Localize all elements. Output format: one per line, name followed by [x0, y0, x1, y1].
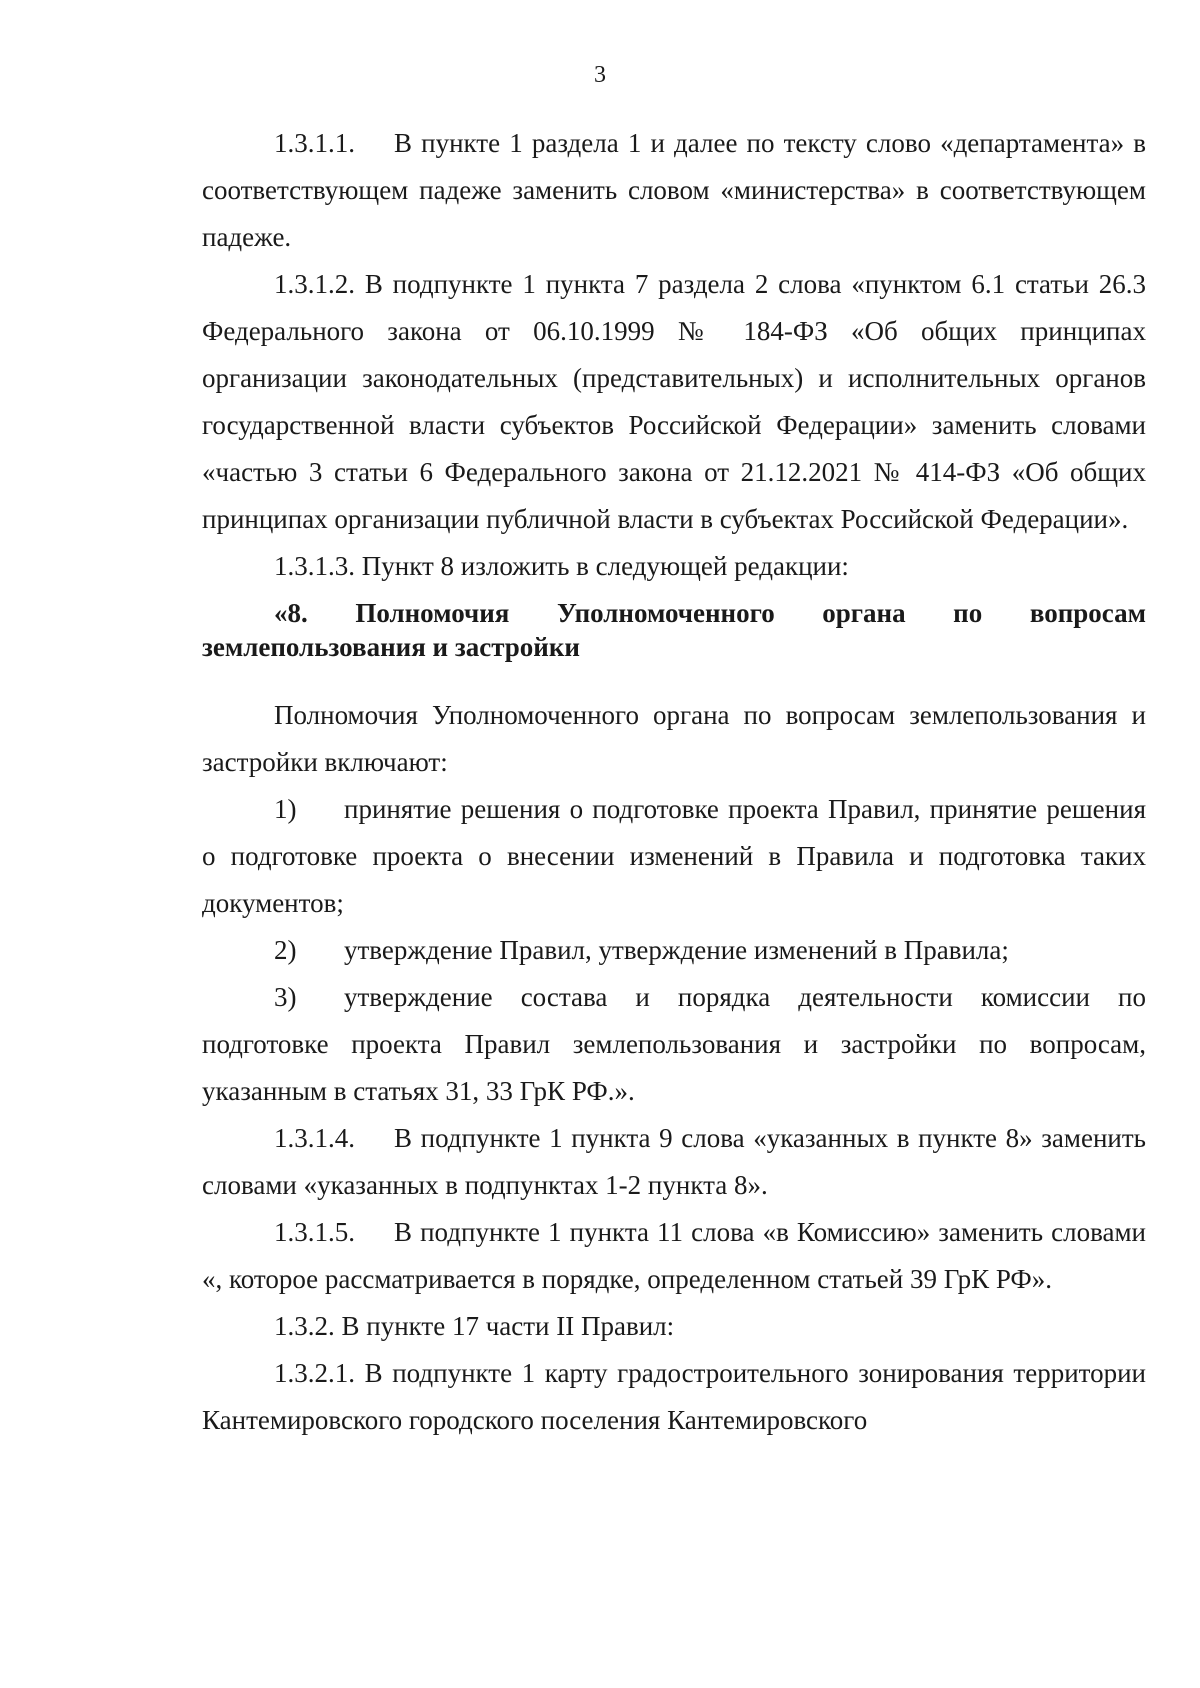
paragraph-1-3-2-1: 1.3.2.1. В подпункте 1 карту градостроительного зонирования территории Кантемировского городского поселения Кантемировского	[202, 1358, 1146, 1435]
list-item-3	[202, 974, 1146, 1115]
page-number: 3	[594, 62, 606, 88]
list-item-2	[202, 927, 1146, 974]
paragraph-powers-intro: Полномочия Уполномоченного органа по вопросам землепользования и застройки включают:	[202, 700, 1146, 777]
clause-number: 1.3.1.4.	[274, 1123, 355, 1153]
list-text: утверждение состава и порядка деятельности комиссии по подготовке проекта Правил землепользования и застройки по вопросам, указанным в статьях 31, 33 ГрК РФ.».	[202, 982, 1146, 1106]
list-item-1	[202, 786, 1146, 927]
list-number: 3)	[274, 982, 297, 1012]
list-text: утверждение Правил, утверждение изменений в Правила;	[344, 935, 1009, 965]
list-text: принятие решения о подготовке проекта Правил, принятие решения о подготовке проекта о внесении изменений в Правила и подготовка таких документов;	[202, 794, 1146, 918]
paragraph-1-3-1-1	[202, 120, 1146, 261]
list-number: 2)	[274, 935, 297, 965]
paragraph-1-3-1-3: 1.3.1.3. Пункт 8 изложить в следующей редакции:	[274, 551, 849, 581]
list-number: 1)	[274, 794, 297, 824]
document-body	[202, 120, 1146, 1444]
paragraph-1-3-1-5	[202, 1209, 1146, 1303]
paragraph-text: В подпункте 1 пункта 9 слова «указанных в пункте 8» заменить словами «указанных в подпунктах 1-2 пункта 8».	[202, 1123, 1146, 1200]
clause-number: 1.3.1.1.	[274, 128, 355, 158]
paragraph-1-3-1-2: 1.3.1.2. В подпункте 1 пункта 7 раздела 2 слова «пунктом 6.1 статьи 26.3 Федерального закона от 06.10.1999 № 184-ФЗ «Об общих принципах организации законодательных (представительных) и исполнительных органов государственной власти субъектов Российской Федерации» заменить словами «частью 3 статьи 6 Федерального закона от 21.12.2021 № 414-ФЗ «Об общих принципах организации публичной власти в субъектах Российской Федерации».	[202, 269, 1146, 534]
section-heading: «8. Полномочия Уполномоченного органа по вопросам землепользования и застройки	[202, 598, 1146, 662]
paragraph-1-3-1-4	[202, 1115, 1146, 1209]
paragraph-text: В пункте 1 раздела 1 и далее по тексту слово «департамента» в соответствующем падеже заменить словом «министерства» в соответствующем падеже.	[202, 128, 1146, 252]
clause-number: 1.3.1.5.	[274, 1217, 355, 1247]
paragraph-text: В подпункте 1 пункта 11 слова «в Комиссию» заменить словами «, которое рассматривается в порядке, определенном статьей 39 ГрК РФ».	[202, 1217, 1146, 1294]
paragraph-1-3-2: 1.3.2. В пункте 17 части II Правил:	[274, 1311, 675, 1341]
